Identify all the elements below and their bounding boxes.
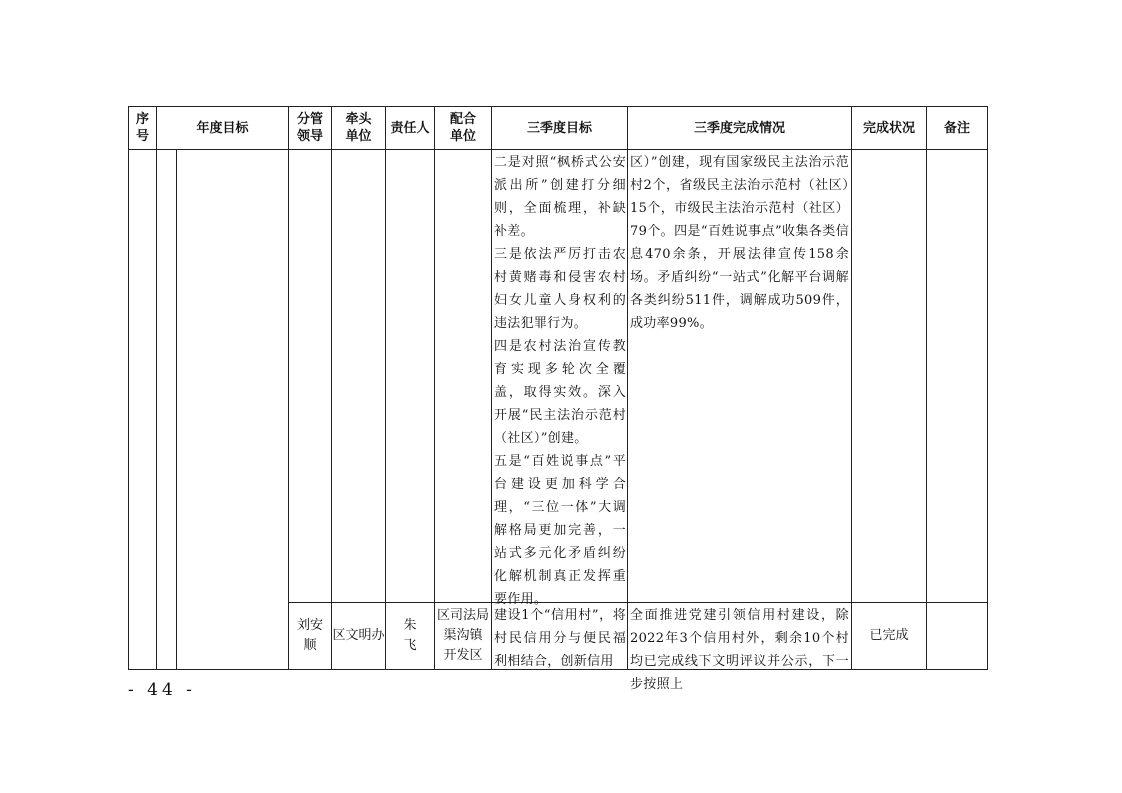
status-cell: 已完成 — [869, 628, 909, 643]
q3-goal-paragraph: 二是对照“枫桥式公安派出所”创建打分细则，全面梳理，补缺补差。 — [494, 155, 626, 239]
col-divider — [491, 106, 492, 670]
q3-goal-paragraph: 三是依法严厉打击农村黄赌毒和侵害农村妇女儿童人身权利的违法犯罪行为。 — [494, 247, 626, 331]
responsible-cell: 朱 飞 — [403, 618, 417, 653]
table-border-left — [128, 106, 129, 670]
q3-progress-cell — [630, 151, 849, 335]
col-divider — [288, 106, 289, 670]
col-divider — [176, 150, 177, 670]
lead-unit-cell: 区文明办 — [332, 628, 385, 643]
header-remark: 备注 — [943, 120, 970, 136]
leader-cell: 刘安 顺 — [296, 618, 323, 653]
col-divider — [156, 106, 157, 670]
header-responsible: 责任人 — [390, 120, 430, 136]
table-border-right — [987, 106, 988, 670]
col-divider — [331, 106, 332, 670]
col-divider — [926, 106, 927, 670]
header-seq: 序 号 — [135, 112, 149, 144]
col-divider — [627, 106, 628, 670]
q3-goal-cell — [494, 604, 626, 669]
q3-progress-cell — [630, 604, 849, 692]
q3-progress-text: 全面推进党建引领信用村建设，除2022年3个信用村外，剩余10个村均已完成线下文明评议并公示，下一步按照上 — [630, 608, 849, 692]
header-coop-unit: 配合 单位 — [449, 112, 476, 144]
col-divider — [434, 106, 435, 670]
q3-goal-cell — [494, 151, 626, 611]
header-status: 完成状况 — [862, 120, 915, 136]
header-q3-progress: 三季度完成情况 — [693, 120, 785, 136]
q3-goal-paragraph: 五是“百姓说事点”平台建设更加科学合理，“三位一体”大调解格局更加完善，一站式多元化矛盾纠纷化解机制真正发挥重要作用。 — [494, 454, 626, 607]
header-bottom-rule — [128, 149, 988, 150]
col-divider — [385, 106, 386, 670]
header-annual-goal: 年度目标 — [196, 120, 249, 136]
header-leader: 分管 领导 — [296, 112, 323, 144]
q3-goal-paragraph: 四是农村法治宣传教育实现多轮次全覆盖，取得实效。深入开展“民主法治示范村（社区）”创建。 — [494, 339, 626, 446]
header-q3-goal: 三季度目标 — [526, 120, 592, 136]
q3-goal-text: 建设1个“信用村”，将村民信用分与便民福利相结合，创新信用 — [494, 608, 626, 669]
header-lead-unit: 牵头 单位 — [345, 112, 372, 144]
col-divider — [851, 106, 852, 670]
page-number: - 44 - — [128, 680, 196, 700]
coop-unit-cell: 区司法局 渠沟镇 开发区 — [436, 608, 489, 663]
q3-progress-text: 区）”创建，现有国家级民主法治示范村2个，省级民主法治示范村（社区）15个，市级民主法治示范村（社区）79个。四是“百姓说事点”收集各类信息470余条，开展法律宣传158余场。矛盾纠纷“一站式”化解平台调解各类纠纷511件，调解成功509件，成功率99%。 — [630, 155, 849, 331]
